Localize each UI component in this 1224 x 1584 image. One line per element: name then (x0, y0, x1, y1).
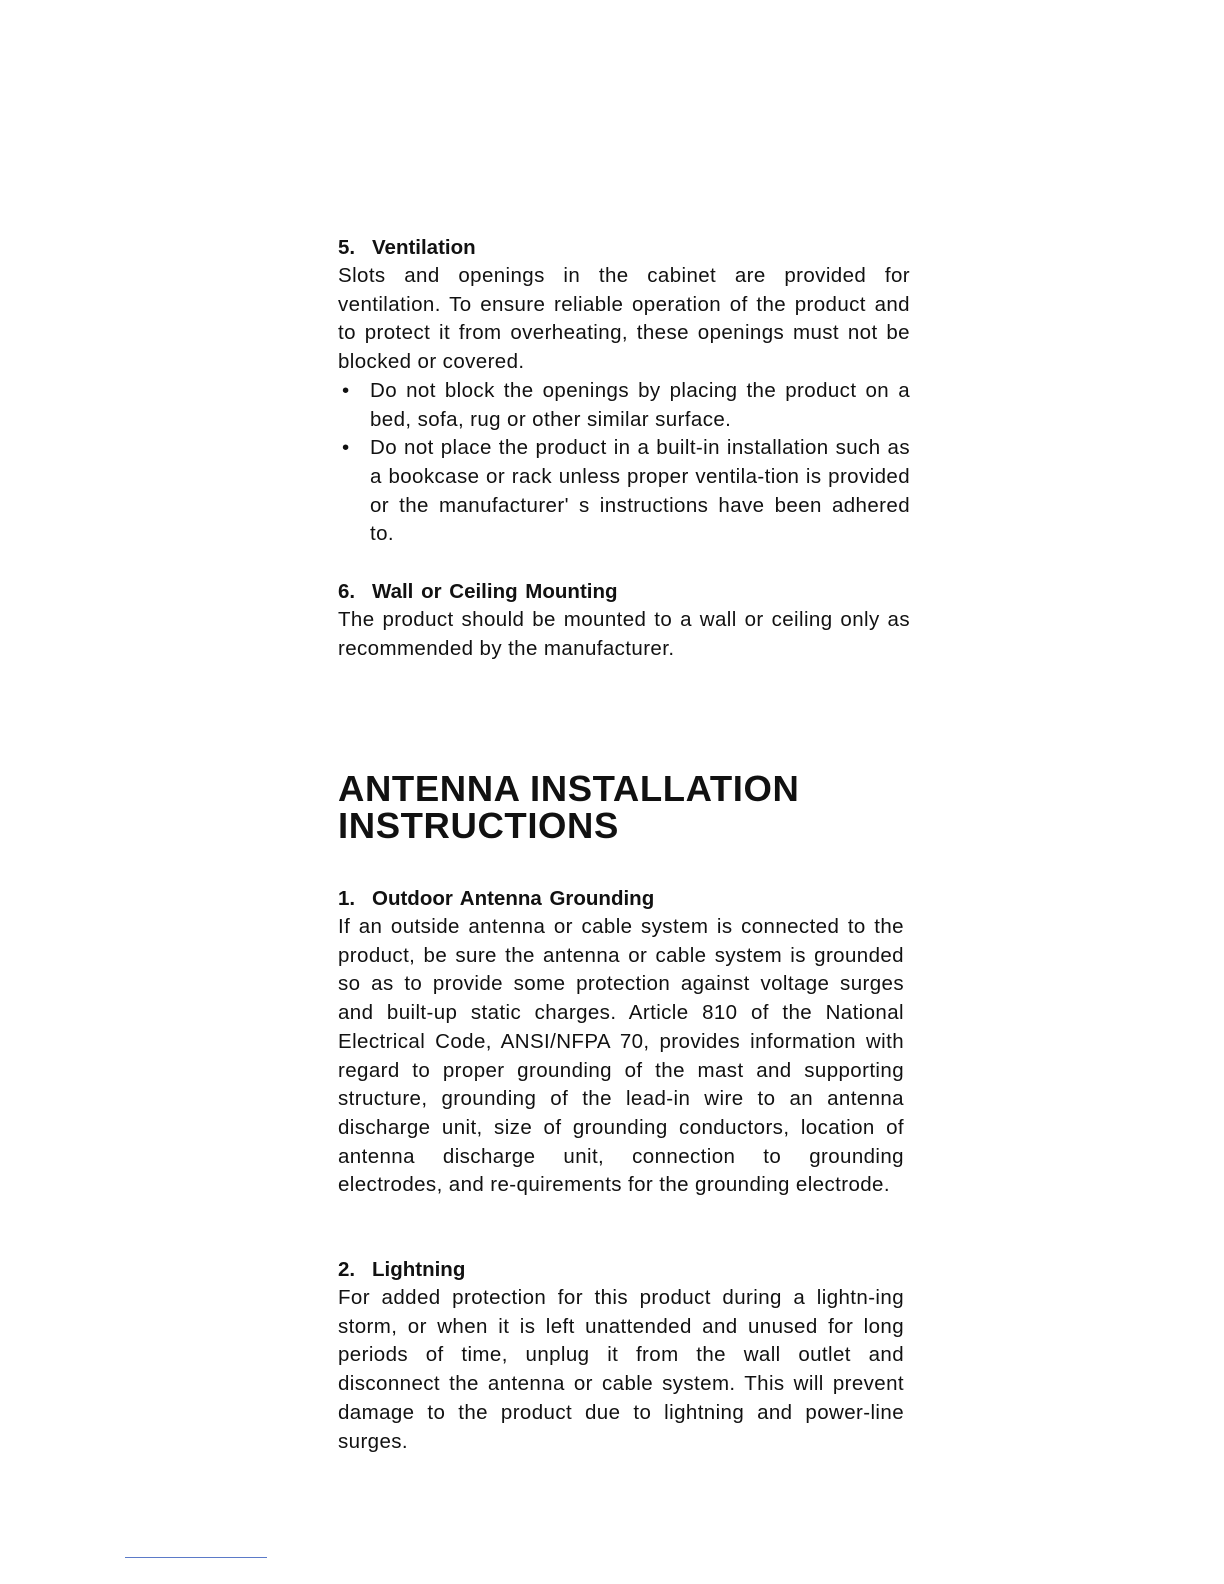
lightning-section (338, 1255, 904, 1456)
bullet-dot-icon: • (342, 436, 350, 460)
ventilation-bullet-text: Do not block the openings by placing the product on a bed, sofa, rug or other similar surface. (370, 378, 910, 431)
ventilation-bullet-item (338, 377, 910, 434)
ventilation-bullet-list (338, 377, 910, 549)
lightning-title: Lightning (372, 1258, 466, 1281)
ventilation-bullet-item (338, 434, 910, 549)
grounding-title: Outdoor Antenna Grounding (372, 887, 655, 910)
ventilation-title: Ventilation (372, 236, 476, 259)
ventilation-number: 5. (338, 236, 356, 259)
grounding-section (338, 884, 904, 1200)
grounding-number: 1. (338, 887, 356, 910)
grounding-body: If an outside antenna or cable system is connected to the product, be sure the antenna or cable system is grounded so as to provide some protection against voltage surges and built-up static charges. Article 810 of the National Electrical Code, ANSI/NFPA 70, provides information with regard to proper grounding of the mast and supporting structure, grounding of the lead-in wire to an antenna discharge unit, size of grounding conductors, location of antenna discharge unit, connection to grounding electrodes, and re-quirements for the grounding electrode. (338, 915, 904, 1197)
footer-rule (125, 1557, 267, 1558)
lightning-number: 2. (338, 1258, 356, 1281)
antenna-installation-heading (338, 770, 958, 844)
mounting-number: 6. (338, 580, 356, 603)
lightning-body: For added protection for this product during a lightn-ing storm, or when it is left unattended and unused for long periods of time, unplug it from the wall outlet and disconnect the antenna or cable system. This will prevent damage to the product due to lightning and power-line surges. (338, 1286, 904, 1453)
grounding-heading (338, 884, 904, 913)
lightning-heading (338, 1255, 904, 1284)
bullet-dot-icon: • (342, 378, 350, 402)
ventilation-section (338, 233, 910, 549)
antenna-heading-line1: ANTENNA INSTALLATION (338, 768, 800, 809)
mounting-heading (338, 577, 910, 606)
ventilation-bullet-text: Do not place the product in a built-in installation such as a bookcase or rack unless proper ventila-tion is provided or the manufacturer' s instructions have been adhered to. (370, 436, 910, 546)
ventilation-body: Slots and openings in the cabinet are provided for ventilation. To ensure reliable operation of the product and to protect it from overheating, these openings must not be blocked or covered. (338, 264, 910, 374)
mounting-title: Wall or Ceiling Mounting (372, 580, 618, 603)
mounting-body: The product should be mounted to a wall or ceiling only as recommended by the manufacturer. (338, 608, 910, 660)
mounting-section (338, 577, 910, 663)
antenna-heading-line2: INSTRUCTIONS (338, 805, 619, 846)
ventilation-heading (338, 233, 910, 262)
